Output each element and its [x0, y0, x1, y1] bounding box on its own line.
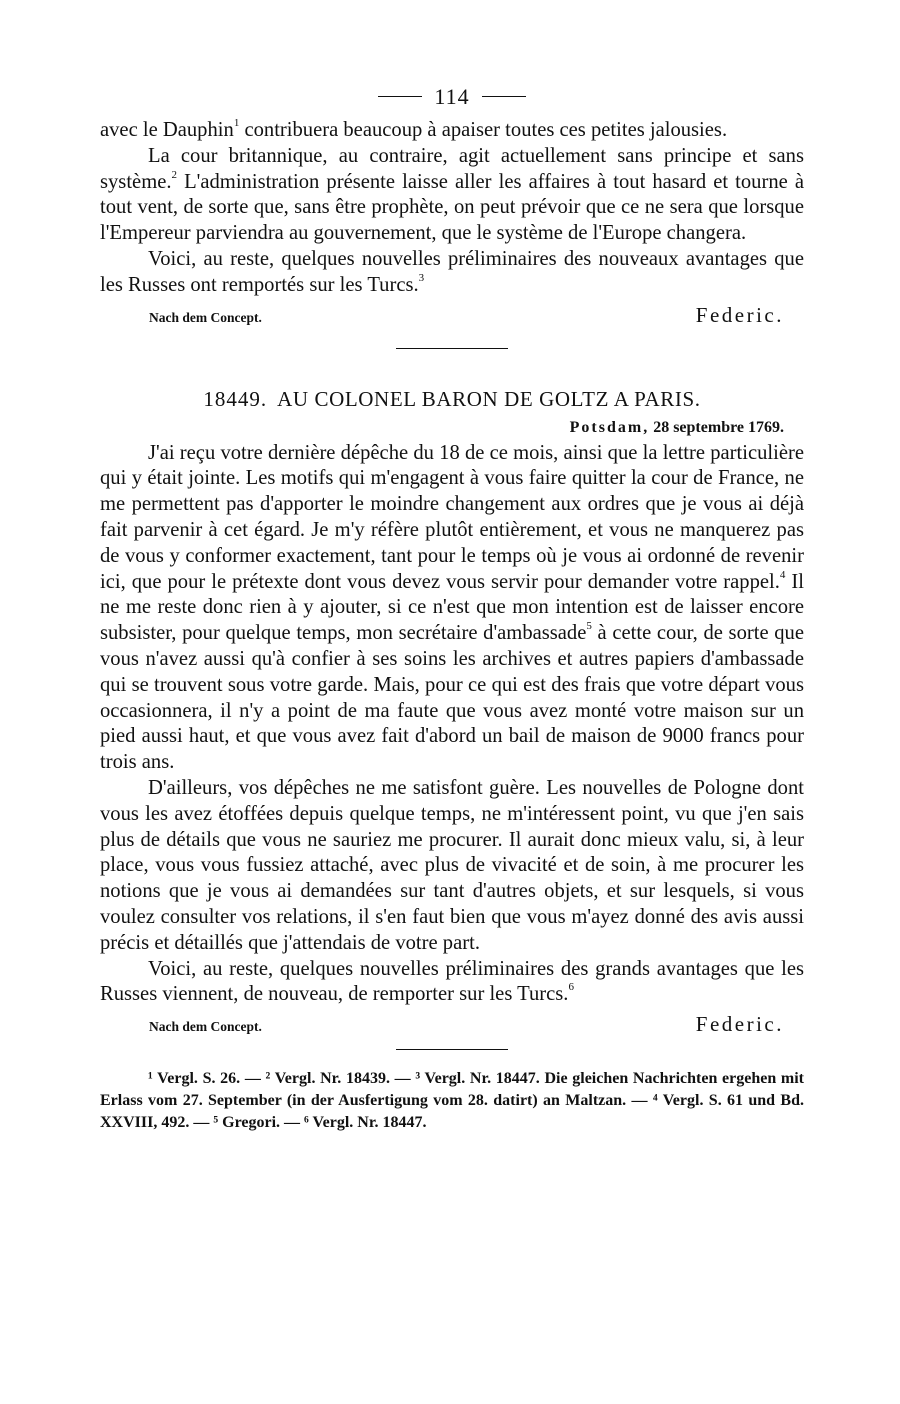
paragraph-text: Il ne me reste donc rien à y ajouter, si ce n'est que mon intention est de laisser encore subsister, pour quelque temps, mon secrétaire d'ambassade — [100, 570, 804, 645]
footnote-marker: 3 — [418, 271, 425, 284]
section-1 — [100, 118, 804, 328]
paragraph — [100, 776, 804, 957]
paragraph-text: Voici, au reste, quelques nouvelles préliminaires des grands avantages que les Russes viennent, de nouveau, de remporter sur les Turcs. — [100, 957, 804, 1006]
paragraph-text: La cour britannique, au contraire, agit actuellement sans principe et sans système. — [100, 144, 804, 193]
letter-heading — [100, 385, 804, 413]
signature: Federic. — [695, 302, 784, 327]
signature-row — [100, 1012, 804, 1037]
section-2 — [100, 441, 804, 1038]
paragraph — [100, 441, 804, 776]
paragraph — [100, 247, 804, 299]
dateline — [100, 417, 784, 439]
footnote-marker: 6 — [568, 981, 574, 994]
footnote-marker: 4 — [779, 568, 786, 581]
paragraph-text: L'administration présente laisse aller les affaires à tout hasard et tourne à tout vent, de sorte que, sans être prophète, on peut prévoir que ce ne sera que lorsque l'Empereur parviendra au gouvernement, que le système de l'Europe changera. — [100, 170, 804, 245]
paragraph-text: J'ai reçu votre dernière dépêche du 18 de ce mois, ainsi que la lettre particulière qui y était jointe. Les motifs qui m'engagent à vous faire quitter la cour de France, ne me permettent pas d'apporter le moindre changement aux ordres que je vous ai déjà fait parvenir à cet égard. Je m'y réfère plutôt entièrement, et vous ne manquerez pas de vous y conformer exactement, tant pour le temps où je vous ai ordonné de revenir ici, que pour le prétexte dont vous devez vous servir pour demander votre rappel. — [100, 441, 804, 593]
signature-row — [100, 303, 804, 328]
page-number-header — [100, 82, 804, 118]
footnote-text: ¹ Vergl. S. 26. — ² Vergl. Nr. 18439. — ³ Vergl. Nr. 18447. Die gleichen Nachrichten ergehen mit Erlass vom 27. September (in der Ausfertigung vom 28. datirt) an Maltzan. — ⁴ Vergl. S. 61 und Bd. XXVIII, 492. — ⁵ Gregori. — ⁶ Vergl. Nr. 18447. — [100, 1070, 804, 1132]
header-rule-right — [482, 96, 526, 97]
paragraph — [100, 144, 804, 247]
paragraph-text: avec le Dauphin — [100, 119, 234, 141]
paragraph — [100, 957, 804, 1009]
section-divider — [396, 348, 508, 349]
footnote-marker: 2 — [171, 168, 177, 181]
page-number: 114 — [434, 84, 470, 109]
dateline-date: 28 septembre 1769. — [653, 418, 784, 436]
paragraph-text: Voici, au reste, quelques nouvelles préliminaires des nouveaux avantages que les Russes ont remportés sur les Turcs. — [100, 247, 804, 296]
paragraph-text: D'ailleurs, vos dépêches ne me satisfont guère. Les nouvelles de Pologne dont vous les avez étoffées depuis quelque temps, ne m'intéressent point, vu que j'en sais plus de détails que vous ne sauriez me procurer. Il aurait donc mieux valu, si, à leur place, vous vous fussiez attaché, avec plus de vivacité et de soin, à me procurer les notions que je vous ai demandées sur tant d'autres objets, et sur lesquels, si vous voulez consulter vos relations, il s'en faut bien que vous m'ayez donné des avis aussi précis et détaillés que j'attendais de votre part. — [100, 776, 804, 954]
letter-title: AU COLONEL BARON DE GOLTZ A PARIS. — [277, 386, 701, 411]
dateline-place: Potsdam, — [569, 418, 650, 436]
source-note: Nach dem Concept. — [149, 1019, 262, 1035]
page — [100, 82, 804, 1134]
footnotes — [100, 1068, 804, 1134]
footnote-divider — [396, 1049, 508, 1050]
footnote-marker: 1 — [233, 117, 240, 130]
paragraph — [100, 118, 804, 144]
paragraph-text: à cette cour, de sorte que vous n'avez aussi qu'à confier à ses soins les archives et autres papiers d'ambassade qui se trouvent sous votre garde. Mais, pour ce qui est des frais que votre départ vous occasionnera, il n'y a point de ma faute que vous avez monté votre maison sur un pied aussi haut, et que vous avez fait d'abord un bail de maison de 9000 francs pour trois ans. — [100, 622, 804, 774]
letter-number: 18449. — [203, 386, 268, 411]
signature: Federic. — [695, 1012, 784, 1037]
source-note: Nach dem Concept. — [149, 309, 262, 325]
paragraph-text: contribuera beaucoup à apaiser toutes ces petites jalousies. — [239, 119, 728, 141]
footnote-marker: 5 — [586, 620, 592, 633]
header-rule-left — [378, 96, 422, 97]
